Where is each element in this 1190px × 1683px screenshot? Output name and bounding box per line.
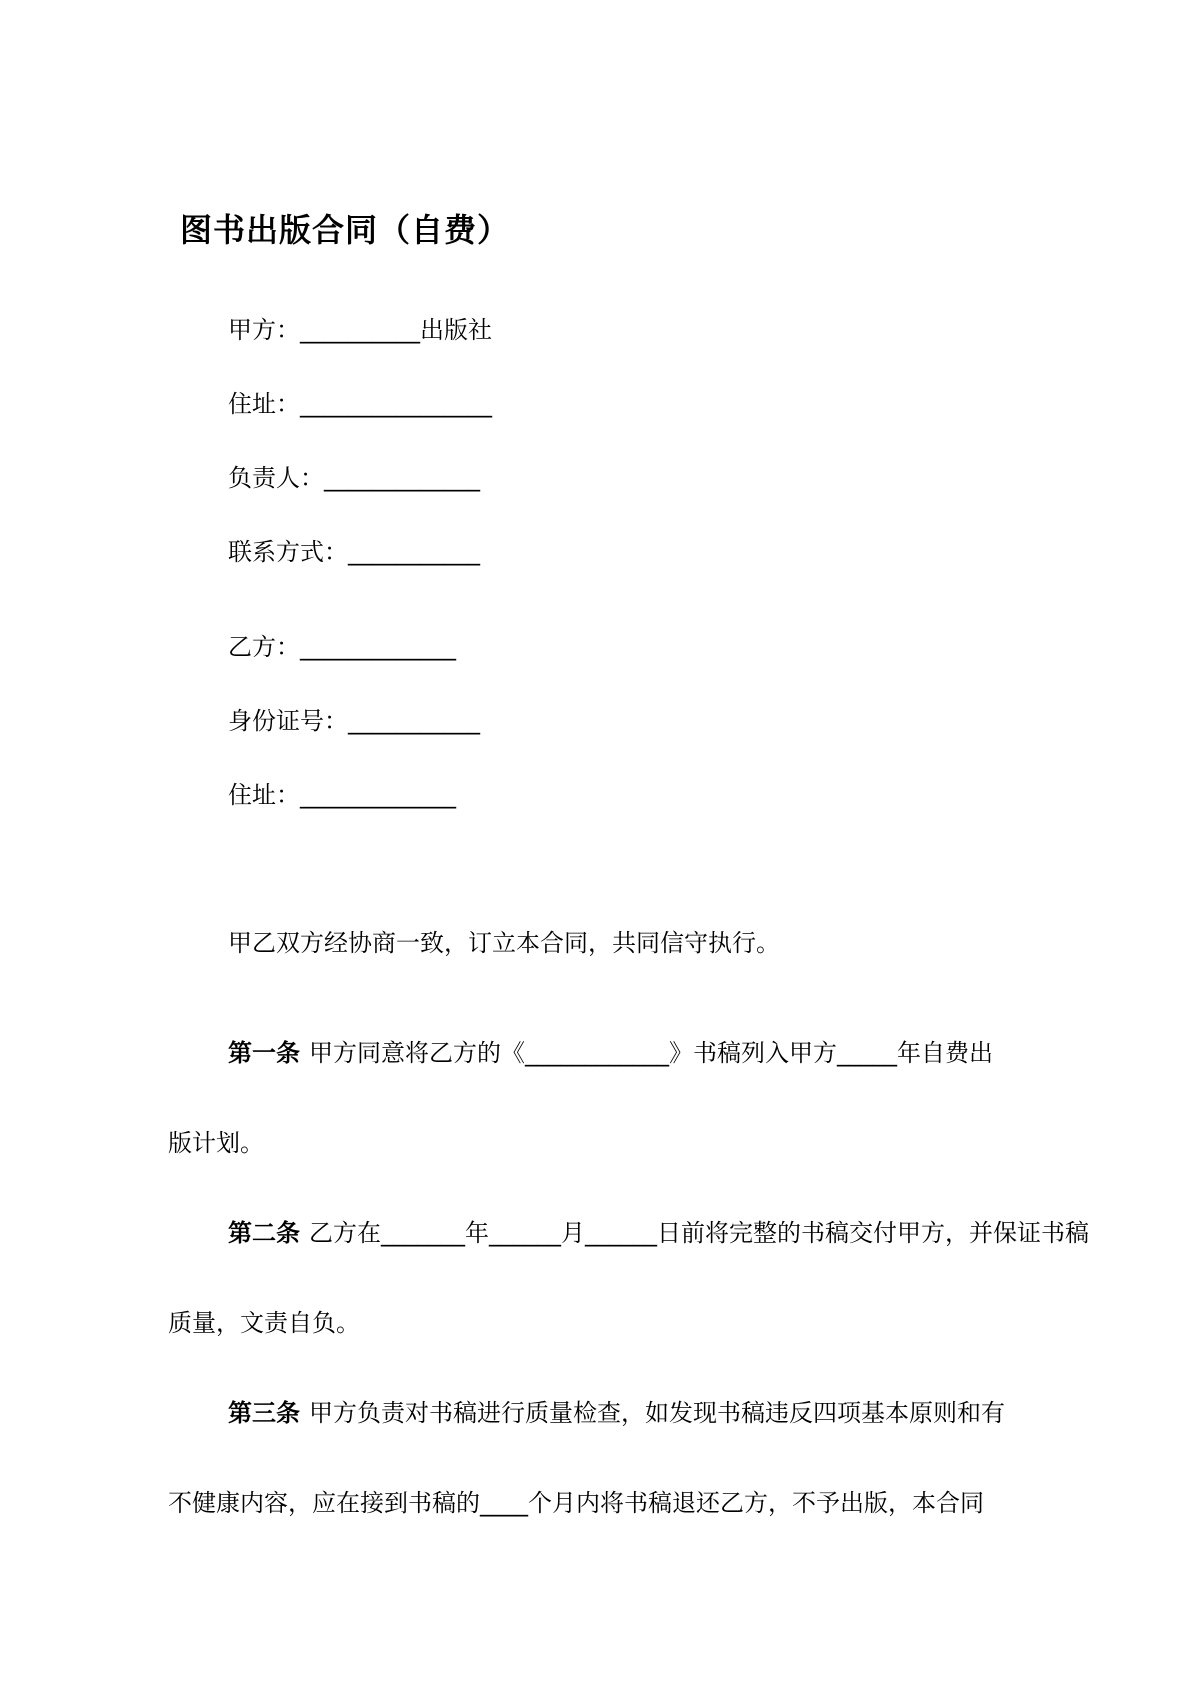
article-3-label: 第三条 <box>228 1399 300 1427</box>
article-2 <box>168 1188 1089 1368</box>
article-2-label: 第二条 <box>228 1219 300 1247</box>
party-a-name-line: 甲方：__________出版社 <box>228 316 492 344</box>
article-1-label: 第一条 <box>228 1039 300 1067</box>
article-1-text-1: 甲方同意将乙方的《____________》书稿列入甲方_____年自费出 <box>309 1039 993 1067</box>
preamble-text: 甲乙双方经协商一致，订立本合同，共同信守执行。 <box>228 929 780 957</box>
article-1-line-2: 版计划。 <box>168 1129 264 1157</box>
article-1-line-1 <box>168 1008 1058 1098</box>
party-b-id-line: 身份证号：___________ <box>228 707 480 735</box>
contract-body <box>168 898 1089 1548</box>
party-info-block <box>168 293 492 832</box>
article-3-line-1 <box>168 1368 1058 1458</box>
article-1 <box>168 1008 1058 1188</box>
article-2-line-2: 质量，文责自负。 <box>168 1309 360 1337</box>
preamble-paragraph <box>168 898 1058 988</box>
party-b-address-line: 住址：_____________ <box>228 781 456 809</box>
document-title: 图书出版合同（自费） <box>180 211 511 250</box>
article-3-text-1: 甲方负责对书稿进行质量检查，如发现书稿违反四项基本原则和有 <box>309 1399 1005 1427</box>
party-a-manager-line: 负责人：_____________ <box>228 464 480 492</box>
party-b-name-line: 乙方：_____________ <box>228 633 456 661</box>
party-a-address-line: 住址：________________ <box>228 390 492 418</box>
article-2-text-1: 乙方在_______年______月______日前将完整的书稿交付甲方，并保证书稿 <box>309 1219 1089 1247</box>
party-a-contact-line: 联系方式：___________ <box>228 538 480 566</box>
article-3 <box>168 1368 1058 1548</box>
article-3-line-2: 不健康内容，应在接到书稿的____个月内将书稿退还乙方，不予出版，本合同 <box>168 1489 984 1517</box>
article-2-line-1 <box>168 1188 1089 1278</box>
